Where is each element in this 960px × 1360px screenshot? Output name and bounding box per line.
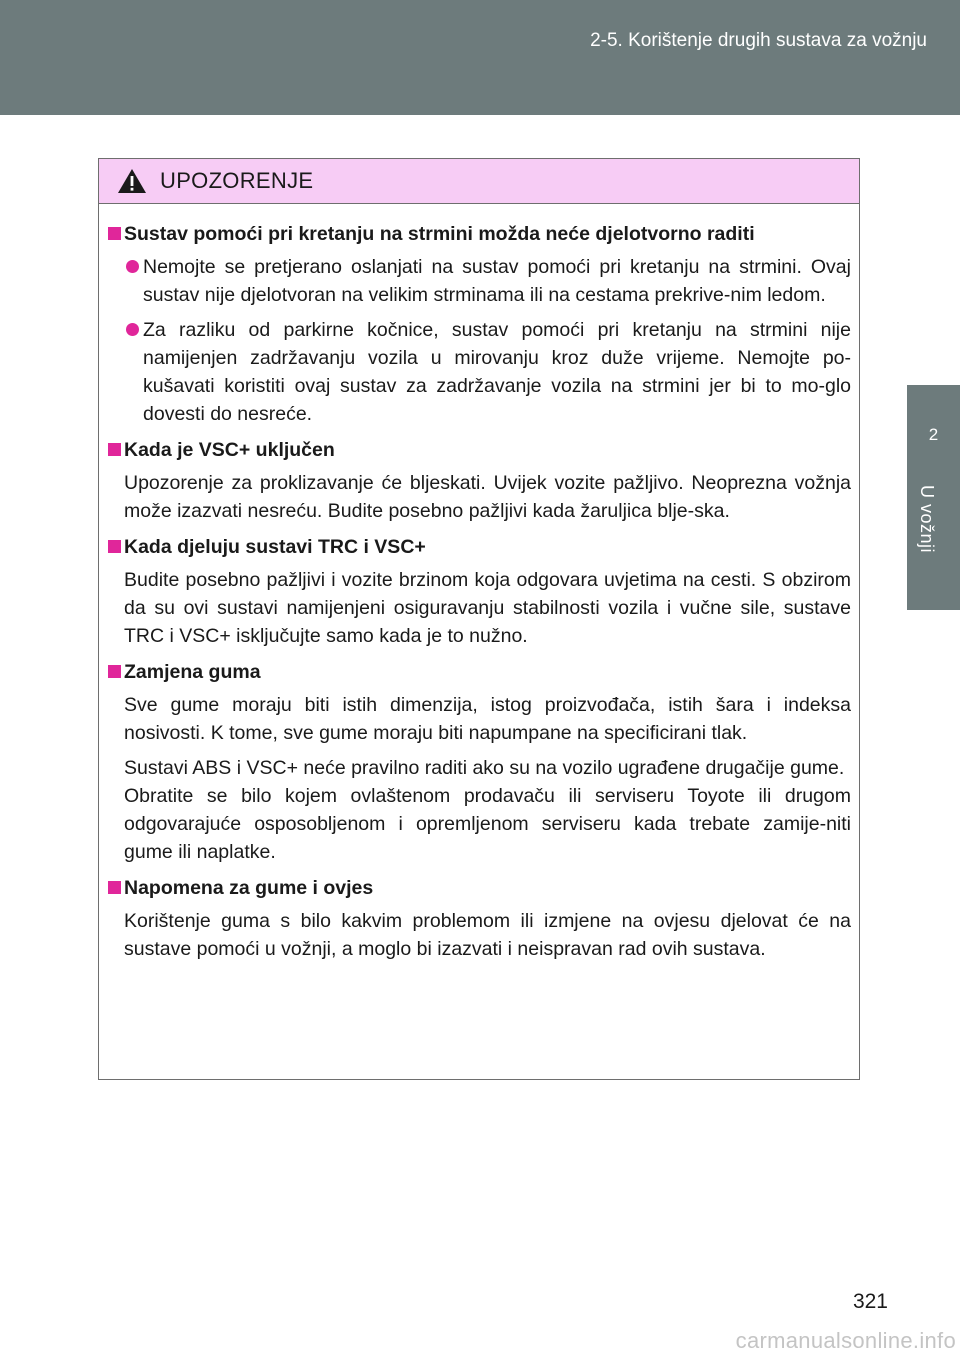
circle-bullet-icon	[126, 260, 139, 273]
side-tab-spacer	[907, 115, 960, 385]
watermark-logo: carmanualsonline.info	[735, 1328, 956, 1353]
circle-bullet-icon	[126, 323, 139, 336]
chapter-number: 2	[928, 425, 939, 444]
paragraph: Upozorenje za proklizavanje će bljeskati. Uvijek vozite pažljivo. Neoprezna vožnja može izazvati nesreću. Budite posebno pažljivi kada žaruljica blje-ska.	[124, 472, 851, 522]
bullet-text: Nemojte se pretjerano oslanjati na sustav pomoći pri kretanju na strmini. Ovaj sustav nije djelotvoran na velikim strminama ili na cestama prekrive-nim ledom.	[143, 256, 851, 306]
paragraph: Budite posebno pažljivi i vozite brzinom koja odgovara uvjetima na cesti. S obzirom da su ovi sustavi namijenjeni osiguravanju stabilnosti vozila i vučne sile, sustave TRC i VSC+ isključujte samo kada je to nužno.	[124, 569, 851, 647]
square-bullet-icon	[108, 443, 121, 456]
bullet-item	[108, 253, 851, 309]
paragraph: Obratite se bilo kojem ovlaštenom prodavaču ili serviseru Toyote ili drugom odgovarajuće osposobljenom i opremljenom serviseru kada trebate zamije-niti gume ili naplatke.	[124, 785, 851, 863]
square-bullet-icon	[108, 881, 121, 894]
warning-body	[99, 204, 859, 963]
square-bullet-icon	[108, 227, 121, 240]
section-heading	[108, 220, 851, 248]
paragraph: Korištenje guma s bilo kakvim problemom ili izmjene na ovjesu djelovat će na sustave pomoći u vožnji, a moglo bi izazvati i neispravan rad ovih sustava.	[124, 910, 851, 960]
paragraph: Sve gume moraju biti istih dimenzija, istog proizvođača, istih šara i indeksa nosivosti. K tome, sve gume moraju biti napumpane na specificirani tlak.	[124, 694, 851, 744]
square-bullet-icon	[108, 540, 121, 553]
warning-triangle-icon	[117, 168, 147, 194]
chapter-side-tab	[907, 385, 960, 610]
section-heading-text: Sustav pomoći pri kretanju na strmini možda neće djelotvorno raditi	[124, 223, 755, 245]
bullet-item	[108, 316, 851, 428]
section-heading	[108, 533, 851, 561]
section-heading-text: Napomena za gume i ovjes	[124, 877, 374, 899]
bullet-text: Za razliku od parkirne kočnice, sustav pomoći pri kretanju na strmini nije namijenjen zadržavanju vozila u mirovanju kroz duže vrijeme. Nemojte po-kušavati koristiti ovaj sustav za zadržavanje vozila na strmini jer bi to mo-glo dovesti do nesreće.	[143, 319, 851, 425]
header-band	[0, 0, 960, 115]
section-heading	[108, 436, 851, 464]
section-heading-text: Kada je VSC+ uključen	[124, 439, 335, 461]
page-number: 321	[852, 1290, 888, 1313]
section-heading	[108, 658, 851, 686]
warning-header	[99, 159, 859, 204]
warning-box	[98, 158, 860, 1080]
square-bullet-icon	[108, 665, 121, 678]
chapter-label: U vožnji	[917, 485, 937, 554]
section-heading-text: Zamjena guma	[124, 661, 261, 683]
section-title: 2-5. Korištenje drugih sustava za vožnju	[590, 30, 927, 51]
section-heading-text: Kada djeluju sustavi TRC i VSC+	[124, 536, 426, 558]
section-heading	[108, 874, 851, 902]
warning-title: UPOZORENJE	[160, 168, 314, 193]
paragraph: Sustavi ABS i VSC+ neće pravilno raditi ako su na vozilo ugrađene drugačije gume.	[124, 757, 845, 779]
